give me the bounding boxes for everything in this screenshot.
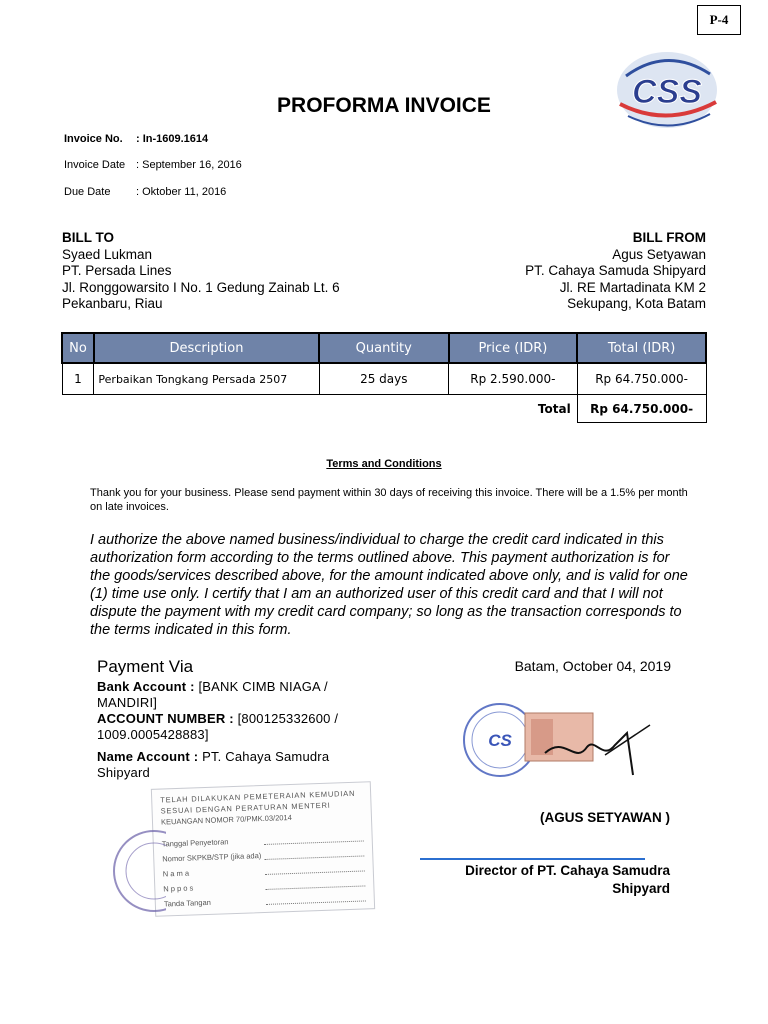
bill-from-block [525, 230, 706, 313]
invoice-date-value: : September 16, 2016 [136, 159, 242, 171]
col-header-description: Description [94, 333, 319, 363]
name-account-value: PT. Cahaya Samudra Shipyard [97, 749, 330, 780]
terms-text: Thank you for your business. Please send payment within 30 days of receiving this invoice. There will be a 1.5% per month on late invoices. [90, 487, 688, 513]
account-number-label: ACCOUNT NUMBER : [97, 711, 234, 726]
bill-to-address: Jl. Ronggowarsito I No. 1 Gedung Zainab Lt. 6 [62, 279, 340, 295]
col-header-total: Total (IDR) [577, 333, 706, 363]
name-account-label: Name Account : [97, 749, 199, 764]
bill-to-block [62, 230, 340, 313]
stamp-header-line-1: TELAH DILAKUKAN PEMETERAIAN KEMUDIAN [160, 788, 356, 805]
bank-account-value: [BANK CIMB NIAGA / MANDIRI] [97, 679, 328, 710]
col-header-quantity: Quantity [319, 333, 449, 363]
stamp-header-line-2: SESUAI DENGAN PERATURAN MENTERI [160, 800, 331, 816]
bank-account [97, 679, 377, 711]
stamp-field-signature: Tanda Tangan [163, 897, 211, 909]
cell-quantity: 25 days [319, 363, 449, 395]
bill-to-name: Syaed Lukman [62, 246, 153, 262]
total-label: Total [449, 395, 578, 423]
cell-description: Perbaikan Tongkang Persada 2507 [94, 363, 319, 395]
invoice-table [61, 332, 707, 423]
document-title: PROFORMA INVOICE [277, 94, 491, 117]
total-value: Rp 64.750.000- [577, 395, 706, 423]
payment-heading: Payment Via [97, 657, 194, 676]
account-number-value: [800125332600 / 1009.0005428883] [97, 711, 339, 742]
cell-total: Rp 64.750.000- [577, 363, 706, 395]
authorization-text: I authorize the above named business/individual to charge the credit card indicated in this authorization form according to the terms outlined above. This payment authorization is for the goods/services described above, for the amount indicated above only, and is valid for one (1) time use only. I certify that I am an authorized user of this credit card and that I will not dispute the payment with my credit card company; so long as the transaction corresponds to the terms indicated in this form. [90, 532, 688, 638]
col-header-no: No [62, 333, 94, 363]
table-header-row [62, 333, 706, 363]
stamp-header-line-3: KEUANGAN NOMOR 70/PMK.03/2014 [160, 812, 292, 827]
stamp-field-date: Tanggal Penyetoran [161, 837, 229, 849]
stamp-field-npwp: N p p o s [163, 883, 194, 894]
signatory-name: (AGUS SETYAWAN ) [539, 810, 670, 825]
stamp-field-name: N a m a [162, 868, 190, 879]
bill-from-name: Agus Setyawan [612, 246, 706, 262]
bill-from-city: Sekupang, Kota Batam [567, 296, 706, 311]
terms-heading: Terms and Conditions [326, 458, 442, 470]
invoice-number-value: : In-1609.1614 [136, 133, 209, 145]
stamp-field-skpkb: Nomor SKPKB/STP (jika ada) [162, 851, 262, 864]
bill-from-address: Jl. RE Martadinata KM 2 [559, 279, 706, 295]
company-seal-stamp [455, 695, 655, 785]
due-date [64, 186, 226, 198]
invoice-date-label: Invoice Date [64, 159, 126, 171]
due-date-label: Due Date [64, 186, 111, 198]
invoice-number [64, 133, 208, 145]
page-code-box: P-4 [697, 5, 741, 35]
signatory-title [465, 862, 670, 898]
col-header-price: Price (IDR) [449, 333, 578, 363]
post-office-stamp-icon [106, 828, 166, 914]
bill-from-heading: BILL FROM [632, 230, 706, 245]
bill-from-company: PT. Cahaya Samuda Shipyard [525, 263, 706, 278]
signatory-title-line-1: Director of PT. Cahaya Samudra [465, 863, 670, 878]
bill-to-heading: BILL TO [62, 230, 115, 245]
invoice-date [64, 159, 242, 171]
invoice-number-label: Invoice No. [64, 133, 123, 145]
logo-text: CSS [632, 73, 702, 111]
signatory-title-line-2: Shipyard [612, 881, 670, 896]
name-account [97, 749, 377, 781]
cell-price: Rp 2.590.000- [449, 363, 578, 395]
place-date: Batam, October 04, 2019 [514, 658, 671, 674]
pemeteraian-stamp [151, 781, 375, 917]
bill-to-company: PT. Persada Lines [62, 263, 172, 278]
cell-no: 1 [62, 363, 94, 395]
total-row [62, 395, 706, 423]
due-date-value: : Oktober 11, 2016 [136, 186, 227, 198]
account-number [97, 711, 377, 743]
table-row [62, 363, 706, 395]
bill-to-city: Pekanbaru, Riau [62, 296, 163, 311]
company-logo [598, 46, 736, 138]
signature-line [420, 858, 645, 860]
bank-account-label: Bank Account : [97, 679, 195, 694]
seal-logo-icon: CS [488, 731, 512, 750]
